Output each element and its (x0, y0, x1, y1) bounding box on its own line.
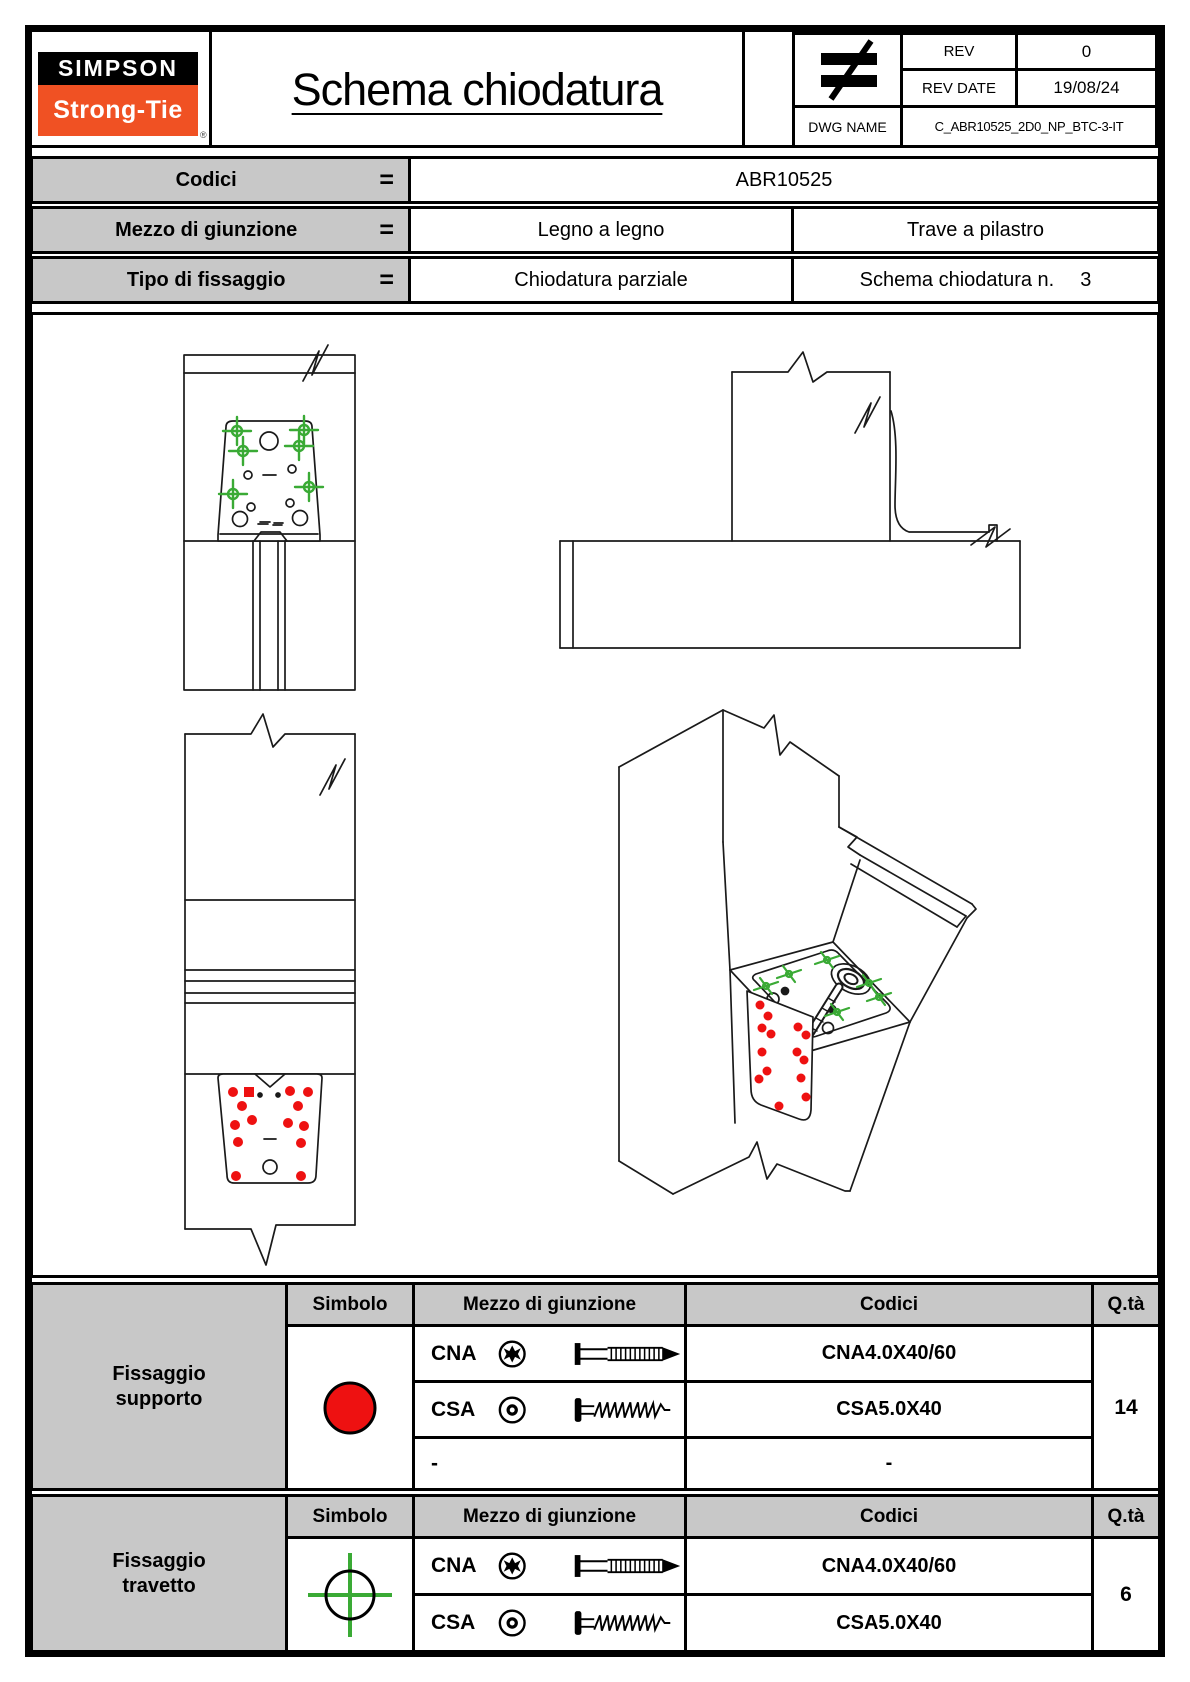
registered-mark: ® (200, 130, 207, 140)
rev-date-value: 19/08/24 (1053, 78, 1120, 97)
info-label: Mezzo di giunzione (115, 218, 298, 241)
break-icon (855, 397, 880, 433)
red-dot-icon (755, 1075, 764, 1084)
red-circle-symbol (318, 1376, 382, 1440)
torx-head-icon (497, 1606, 527, 1640)
phillips-head-icon (497, 1337, 527, 1371)
group-label: Fissaggio supporto (32, 1284, 287, 1490)
drawing-area (30, 312, 1160, 1278)
logo (32, 32, 212, 148)
schema-number-value: 3 (1080, 268, 1092, 291)
support-fastener-table (30, 1282, 1161, 1491)
green-crosshair-symbol (304, 1549, 396, 1641)
csa-screw-icon (541, 1393, 684, 1427)
red-dot-icon (233, 1137, 243, 1147)
break-icon (971, 527, 1010, 547)
not-equal-icon (809, 37, 887, 103)
fastener-name: CNA (431, 1341, 477, 1365)
fastener-code: - (686, 1438, 1093, 1490)
red-dot-icon (303, 1087, 313, 1097)
dwg-value-cell (900, 105, 1158, 148)
technical-drawing (33, 315, 1157, 1275)
cna-nail-icon (541, 1549, 684, 1583)
col-header-codici: Codici (686, 1496, 1093, 1538)
red-dot-icon (758, 1024, 767, 1033)
break-icon (320, 759, 345, 795)
red-dot-icon (285, 1086, 295, 1096)
red-dot-icon (237, 1101, 247, 1111)
rev-block (745, 32, 1158, 148)
rev-date-label-cell (900, 68, 1018, 108)
red-dot-icon (299, 1121, 309, 1131)
front-view (184, 345, 355, 690)
csa-screw-icon (541, 1606, 684, 1640)
fastener-name: CSA (431, 1611, 476, 1634)
schema-number-label: Schema chiodatura n. (859, 268, 1055, 291)
equals-sign: = (379, 265, 394, 294)
rev-value-cell (1015, 32, 1158, 71)
info-row-fissaggio (30, 256, 1160, 304)
info-value-codici: ABR10525 (735, 168, 833, 191)
dwg-name-value: C_ABR10525_2D0_NP_BTC-3-IT (934, 119, 1124, 134)
info-label: Codici (175, 168, 237, 191)
info-row-mezzo (30, 206, 1160, 254)
fastener-code: CSA5.0X40 (686, 1382, 1093, 1438)
red-dot-icon (794, 1023, 803, 1032)
group-label: Fissaggio travetto (32, 1496, 287, 1652)
page-title: Schema chiodatura (291, 64, 663, 115)
logo-simpson (38, 52, 198, 85)
red-dot-icon (793, 1048, 802, 1057)
red-dot-icon (296, 1171, 306, 1181)
rev-value: 0 (1081, 41, 1092, 61)
isometric-view (619, 710, 976, 1194)
col-header-simbolo: Simbolo (287, 1496, 414, 1538)
cna-nail-icon (541, 1337, 684, 1371)
logo-strongtie (38, 85, 198, 136)
red-dot-icon (228, 1087, 238, 1097)
title-cell (212, 32, 745, 148)
logo-line2: Strong-Tie (53, 96, 183, 124)
red-dot-icon (756, 1001, 765, 1010)
fastener-name: CSA (431, 1397, 476, 1421)
red-dot-icon (247, 1115, 257, 1125)
red-dot-icon (283, 1118, 293, 1128)
red-dot-icon (775, 1102, 784, 1111)
fastener-cell (414, 1326, 686, 1382)
fastener-code: CNA4.0X40/60 (686, 1326, 1093, 1382)
header-bottom-rule (28, 145, 1162, 148)
info-value-right (791, 259, 1157, 301)
red-dot-icon (293, 1101, 303, 1111)
fastener-cell (414, 1382, 686, 1438)
red-dot-icon (296, 1138, 306, 1148)
red-dot-icon (802, 1031, 811, 1040)
col-header-qty: Q.tà (1093, 1496, 1160, 1538)
col-header-mezzo: Mezzo di giunzione (414, 1496, 686, 1538)
joist-fastener-table (30, 1494, 1161, 1653)
rev-label: REV (943, 43, 975, 60)
fastener-name: CNA (431, 1554, 477, 1577)
rev-date-label: REV DATE (922, 79, 996, 97)
elevation-view (185, 714, 355, 1265)
col-header-codici: Codici (686, 1284, 1093, 1326)
qty-value: 6 (1093, 1538, 1160, 1652)
red-dot-icon (231, 1171, 241, 1181)
torx-head-icon (497, 1393, 527, 1427)
dwg-name-label: DWG NAME (808, 118, 887, 135)
fastener-code: CNA4.0X40/60 (686, 1538, 1093, 1595)
red-dot-icon (763, 1067, 772, 1076)
rev-date-value-cell (1015, 68, 1158, 108)
info-label: Tipo di fissaggio (126, 268, 286, 291)
logo-line1: SIMPSON (57, 55, 179, 81)
fastener-cell (414, 1538, 686, 1595)
equals-sign: = (379, 165, 394, 194)
red-dot-icon (797, 1074, 806, 1083)
red-dot-icon (802, 1093, 811, 1102)
red-dot-icon (230, 1120, 240, 1130)
qty-value: 14 (1093, 1326, 1160, 1490)
red-dot-icon (244, 1087, 254, 1097)
fastener-cell (414, 1595, 686, 1652)
side-view (560, 352, 1020, 648)
info-value-left: Legno a legno (537, 218, 665, 241)
info-value-right: Trave a pilastro (791, 209, 1157, 251)
red-dot-icon (800, 1056, 809, 1065)
symbol-cell (287, 1326, 414, 1490)
col-header-mezzo: Mezzo di giunzione (414, 1284, 686, 1326)
fastener-name: - (431, 1451, 438, 1475)
red-dot-icon (758, 1048, 767, 1057)
col-header-qty: Q.tà (1093, 1284, 1160, 1326)
col-header-simbolo: Simbolo (287, 1284, 414, 1326)
info-value-left: Chiodatura parziale (514, 268, 688, 291)
phillips-head-icon (497, 1549, 527, 1583)
fastener-code: CSA5.0X40 (686, 1595, 1093, 1652)
header (32, 32, 1158, 148)
info-row-codici (30, 156, 1160, 204)
equals-sign: = (379, 215, 394, 244)
fastener-cell (414, 1438, 686, 1490)
not-equal-box (792, 32, 903, 108)
break-icon (303, 345, 328, 381)
red-dot-icon (767, 1030, 776, 1039)
symbol-cell (287, 1538, 414, 1652)
dwg-label-cell (792, 105, 903, 148)
bracket-profile (891, 411, 989, 532)
rev-label-cell (900, 32, 1018, 71)
red-dot-icon (764, 1012, 773, 1021)
